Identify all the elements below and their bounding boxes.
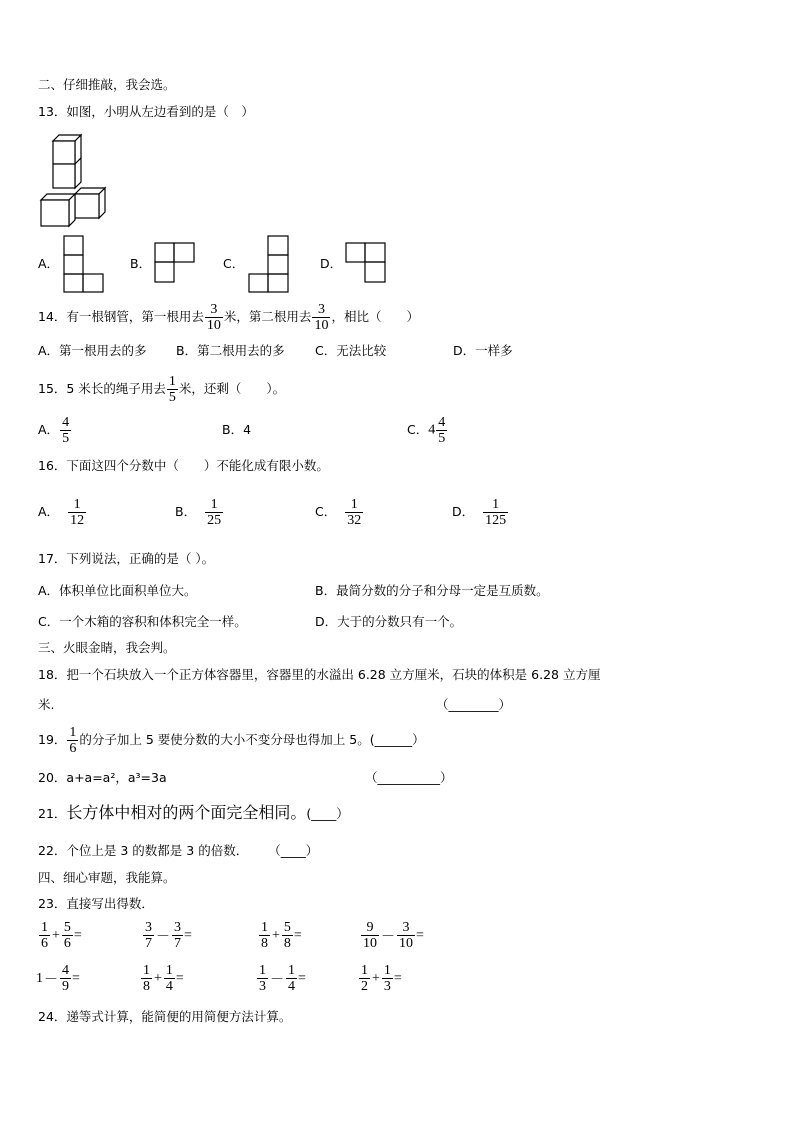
q16-option-c: C． $\frac{1}{32}$ xyxy=(315,497,362,528)
q17-option-d: D．大于的分数只有一个。 xyxy=(315,614,463,629)
fraction: $\frac{1}{25}$ xyxy=(207,497,222,528)
section-heading-4: 四、细心审题，我能算。 xyxy=(38,870,176,885)
answer-blank-22[interactable]: （____） xyxy=(268,843,319,858)
question-14-stem xyxy=(38,297,419,337)
q19-text: 的分子加上 5 要使分数的大小不变分母也得加上 5。(______） xyxy=(79,732,425,747)
answer-blank-20[interactable]: （__________） xyxy=(365,770,453,785)
cube-figure xyxy=(38,132,110,230)
question-16-stem: 16．下面这四个分数中（ ）不能化成有限小数。 xyxy=(38,458,329,473)
q14-text-pre: 14．有一根钢管，第一根用去 xyxy=(38,309,204,324)
question-23-stem: 23．直接写出得数． xyxy=(38,896,154,911)
fraction: $\frac{3}{10}$ xyxy=(206,302,221,333)
q15-text-post: 米，还剩（ ）。 xyxy=(178,381,286,396)
question-18-line2: 米. xyxy=(38,697,55,712)
question-13-stem: 13．如图，小明从左边看到的是（ ） xyxy=(38,104,254,119)
option-d-label: D． xyxy=(320,256,343,271)
fraction: $\frac{1}{6}$ xyxy=(69,725,77,756)
fraction: $\frac{9}{10}$ xyxy=(363,920,377,951)
option-b-view xyxy=(154,242,196,284)
q16-option-a: A． $\frac{1}{12}$ xyxy=(38,497,85,528)
fraction: $\frac{3}{10}$ xyxy=(314,302,329,333)
fraction: $\frac{4}{5}$ xyxy=(62,415,70,446)
calc-item: $\frac{1}{8}$ + $\frac{1}{4}$ = xyxy=(143,963,184,994)
calc-item: $\frac{1}{8}$ + $\frac{5}{8}$ = xyxy=(261,920,302,951)
question-15-stem xyxy=(38,369,285,409)
q17-option-a: A．体积单位比面积单位大。 xyxy=(38,583,197,598)
fraction: $\frac{1}{3}$ xyxy=(383,963,391,994)
question-19: 19． $\frac{1}{6}$ 的分子加上 5 要使分数的大小不变分母也得加上 5。(______） xyxy=(38,725,425,756)
q16-option-d: D． $\frac{1}{125}$ xyxy=(452,497,507,528)
fraction: $\frac{5}{8}$ xyxy=(283,920,291,951)
question-22: 22．个位上是 3 的数都是 3 的倍数． （____） xyxy=(38,843,319,858)
section-heading-3: 三、火眼金睛，我会判。 xyxy=(38,640,176,655)
q16-option-b: B． $\frac{1}{25}$ xyxy=(175,497,222,528)
fraction: $\frac{1}{32}$ xyxy=(347,497,362,528)
calc-item: $\frac{3}{7}$ － $\frac{3}{7}$ = xyxy=(145,920,192,951)
fraction: $\frac{1}{5}$ xyxy=(168,374,176,405)
question-17-stem: 17．下列说法，正确的是（ ）。 xyxy=(38,551,215,566)
answer-blank-21[interactable]: (____） xyxy=(306,806,349,821)
fraction: $\frac{4}{5}$ xyxy=(438,415,446,446)
calc-item: $\frac{1}{3}$ － $\frac{1}{4}$ = xyxy=(259,963,306,994)
section-heading-2: 二、仔细推敲，我会选。 xyxy=(38,77,176,92)
option-a-label: A． xyxy=(38,256,60,271)
q14-option-b: B．第二根用去的多 xyxy=(176,343,285,358)
fraction: $\frac{1}{3}$ xyxy=(259,963,266,994)
q21-text: 长方体中相对的两个面完全相同。 xyxy=(66,803,307,822)
q15-text-pre: 15．5 米长的绳子用去 xyxy=(38,381,166,396)
answer-blank-18[interactable]: （________） xyxy=(436,697,512,712)
q14-text-mid: 米，第二根用去 xyxy=(223,309,312,324)
fraction: $\frac{5}{6}$ xyxy=(63,920,71,951)
q17-option-b: B．最简分数的分子和分母一定是互质数。 xyxy=(315,583,549,598)
fraction: $\frac{1}{8}$ xyxy=(143,963,150,994)
calc-item: $\frac{1}{6}$ + $\frac{5}{6}$ = xyxy=(41,920,82,951)
q15-option-c: C．4 $\frac{4}{5}$ xyxy=(407,415,446,446)
question-24-stem: 24．递等式计算，能简便的用简便方法计算。 xyxy=(38,1009,292,1024)
question-18-line1: 18．把一个石块放入一个正方体容器里，容器里的水溢出 6.28 立方厘米，石块的体积是 6.28 立方厘 xyxy=(38,667,601,682)
fraction: $\frac{1}{2}$ xyxy=(361,963,368,994)
option-c-label: C． xyxy=(223,256,245,271)
question-21: 21．长方体中相对的两个面完全相同。(____） xyxy=(38,803,349,822)
calc-item: $\frac{1}{2}$ + $\frac{1}{3}$ = xyxy=(361,963,402,994)
calc-item: 1 － $\frac{4}{9}$ = xyxy=(36,963,80,994)
q15-option-b: B．4 xyxy=(222,422,252,437)
fraction: $\frac{1}{8}$ xyxy=(261,920,268,951)
option-c-view xyxy=(248,235,290,293)
q14-text-post: ，相比（ ） xyxy=(331,309,419,324)
q14-option-a: A．第一根用去的多 xyxy=(38,343,147,358)
option-a-view xyxy=(63,235,105,293)
calc-item: $\frac{9}{10}$ － $\frac{3}{10}$ = xyxy=(363,920,424,951)
fraction: $\frac{1}{4}$ xyxy=(165,963,173,994)
fraction: $\frac{4}{9}$ xyxy=(62,963,69,994)
option-d-view xyxy=(345,242,387,284)
fraction: $\frac{1}{6}$ xyxy=(41,920,48,951)
fraction: $\frac{1}{4}$ xyxy=(288,963,295,994)
q14-option-c: C．无法比较 xyxy=(315,343,387,358)
question-20: 20．a+a=a²，a³=3a xyxy=(38,770,167,785)
q14-option-d: D．一样多 xyxy=(453,343,513,358)
fraction: $\frac{1}{12}$ xyxy=(70,497,85,528)
option-b-label: B． xyxy=(130,256,152,271)
q15-option-a: A． $\frac{4}{5}$ xyxy=(38,415,70,446)
fraction: $\frac{1}{125}$ xyxy=(485,497,507,528)
q17-option-c: C．一个木箱的容积和体积完全一样。 xyxy=(38,614,247,629)
fraction: $\frac{3}{7}$ xyxy=(145,920,152,951)
fraction: $\frac{3}{7}$ xyxy=(174,920,181,951)
fraction: $\frac{3}{10}$ xyxy=(399,920,413,951)
